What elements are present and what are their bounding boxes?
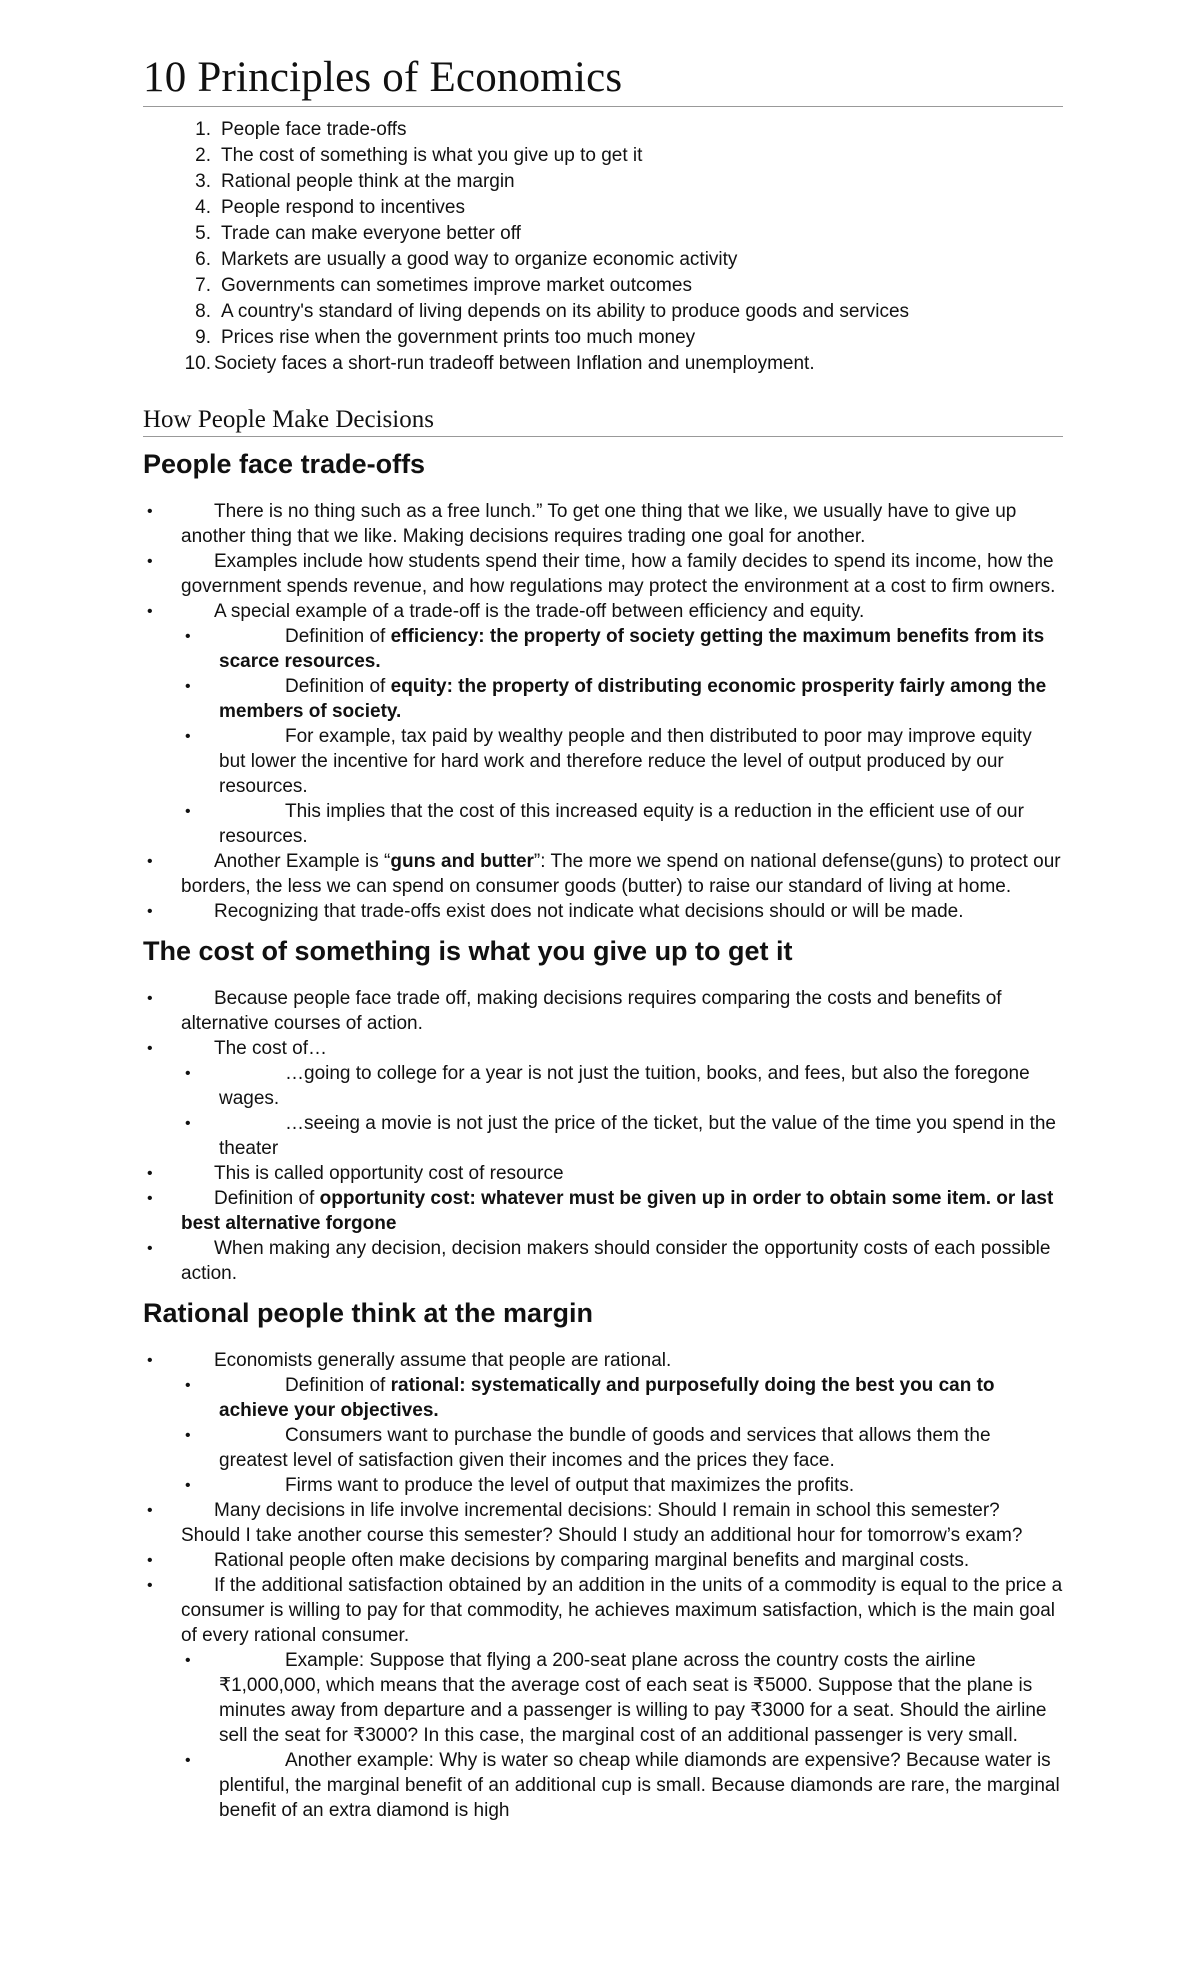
list-item: [143, 1498, 1063, 1548]
bullet-icon: •: [147, 603, 153, 620]
bullet-text: This is called opportunity cost of resource: [214, 1163, 564, 1184]
list-number: 6.: [195, 249, 211, 270]
section-heading-trade-offs: People face trade-offs: [143, 449, 426, 479]
bullet-icon: •: [147, 553, 153, 570]
list-number: 3.: [195, 171, 211, 192]
document-page: [143, 52, 1063, 1823]
list-item: [143, 117, 1063, 143]
section-heading-opportunity-cost: The cost of something is what you give up to get it: [143, 936, 793, 966]
bullet-text: The cost of…: [214, 1038, 327, 1059]
bullet-text: Because people face trade off, making decisions requires comparing the costs and benefits of alternative courses of action.: [181, 988, 1002, 1034]
definition-text: opportunity cost: whatever must be given up in order to obtain some item. or last best alternative forgone: [181, 1188, 1054, 1234]
bullet-text: …seeing a movie is not just the price of the ticket, but the value of the time you spend in the theater: [219, 1113, 1056, 1159]
bullet-icon: •: [147, 1352, 153, 1369]
list-item: [143, 1573, 1063, 1648]
list-number: 10.: [184, 353, 211, 374]
list-item: [143, 849, 1063, 899]
bullet-icon: •: [185, 1477, 191, 1494]
bullet-icon: •: [185, 803, 191, 820]
bullet-icon: •: [147, 1502, 153, 1519]
list-item: [143, 986, 1063, 1036]
list-text: Governments can sometimes improve market outcomes: [221, 275, 692, 296]
bullet-icon: •: [185, 1427, 191, 1444]
bullet-text: There is no thing such as a free lunch.” To get one thing that we like, we usually have to give up another thing that we like. Making decisions requires trading one goal for another.: [181, 501, 1017, 547]
bullet-text: Many decisions in life involve incremental decisions: Should I remain in school this semester? Should I take another course this semester? Should I study an additional hour for tomorrow’s exam?: [181, 1500, 1023, 1546]
bullet-list: [143, 499, 1063, 924]
list-item: [143, 624, 1063, 674]
list-item: [143, 1236, 1063, 1286]
list-text: The cost of something is what you give up to get it: [221, 145, 643, 166]
principles-list: [143, 117, 1063, 377]
bullet-icon: •: [185, 628, 191, 645]
list-number: 1.: [195, 119, 211, 140]
bullet-text: Definition of: [214, 1188, 320, 1209]
list-item: [143, 1373, 1063, 1423]
list-item: [143, 1111, 1063, 1161]
list-text: Trade can make everyone better off: [221, 223, 521, 244]
list-item: [143, 1061, 1063, 1111]
bullet-icon: •: [185, 1652, 191, 1669]
list-item: [143, 724, 1063, 799]
bullet-text: A special example of a trade-off is the trade-off between efficiency and equity.: [214, 601, 865, 622]
bullet-icon: •: [185, 728, 191, 745]
bullet-text: For example, tax paid by wealthy people and then distributed to poor may improve equity but lower the incentive for hard work and therefore reduce the level of output produced by our resources.: [219, 726, 1032, 797]
bullet-icon: •: [147, 1552, 153, 1569]
bullet-icon: •: [147, 1040, 153, 1057]
list-item: [143, 1423, 1063, 1473]
list-item: [143, 799, 1063, 849]
list-item: [143, 221, 1063, 247]
bullet-text: Example: Suppose that flying a 200-seat plane across the country costs the airline ₹1,000,000, which means that the average cost of each seat is ₹5000. Suppose that the plane is minutes away from departure and a passenger is willing to pay ₹3000 for a seat. Should the airline sell the seat for ₹3000? In this case, the marginal cost of an additional passenger is very small.: [219, 1650, 1047, 1746]
bullet-text: This implies that the cost of this increased equity is a reduction in the efficient use of our resources.: [219, 801, 1024, 847]
list-item: [143, 351, 1063, 377]
bullet-text: Rational people often make decisions by comparing marginal benefits and marginal costs.: [214, 1550, 970, 1571]
list-item: [143, 1473, 1063, 1498]
list-number: 9.: [195, 327, 211, 348]
list-item: [143, 1161, 1063, 1186]
list-item: [143, 143, 1063, 169]
list-item: [143, 169, 1063, 195]
list-item: [143, 1748, 1063, 1823]
bullet-icon: •: [147, 1577, 153, 1594]
bullet-icon: •: [147, 503, 153, 520]
list-text: Rational people think at the margin: [221, 171, 515, 192]
list-item: [143, 195, 1063, 221]
list-number: 7.: [195, 275, 211, 296]
bullet-icon: •: [185, 1377, 191, 1394]
definition-text: rational: systematically and purposefully doing the best you can to achieve your objectives.: [219, 1375, 995, 1421]
list-item: [143, 247, 1063, 273]
bullet-text: Definition of: [285, 676, 391, 697]
definition-text: efficiency: the property of society getting the maximum benefits from its scarce resources.: [219, 626, 1045, 672]
list-item: [143, 1186, 1063, 1236]
list-number: 4.: [195, 197, 211, 218]
list-text: Prices rise when the government prints too much money: [221, 327, 696, 348]
list-item: [143, 1548, 1063, 1573]
bullet-icon: •: [147, 853, 153, 870]
emphasis-text: guns and butter: [390, 851, 534, 872]
list-item: [143, 1348, 1063, 1373]
bullet-text: Definition of: [285, 1375, 391, 1396]
list-text: Society faces a short-run tradeoff between Inflation and unemployment.: [214, 353, 815, 374]
bullet-text: Consumers want to purchase the bundle of goods and services that allows them the greatest level of satisfaction given their incomes and the prices they face.: [219, 1425, 991, 1471]
bullet-icon: •: [185, 1065, 191, 1082]
bullet-text: Recognizing that trade-offs exist does not indicate what decisions should or will be made.: [214, 901, 964, 922]
bullet-icon: •: [147, 903, 153, 920]
list-item: [143, 1648, 1063, 1748]
definition-text: equity: the property of distributing economic prosperity fairly among the members of society.: [219, 676, 1047, 722]
list-text: People face trade-offs: [221, 119, 407, 140]
bullet-icon: •: [147, 1240, 153, 1257]
list-item: [143, 899, 1063, 924]
list-item: [143, 299, 1063, 325]
list-number: 8.: [195, 301, 211, 322]
bullet-icon: •: [185, 1752, 191, 1769]
bullet-text: ”: The more we spend on national defense(guns) to protect our borders, the less we can spend on consumer goods (butter) to raise our standard of living at home.: [181, 851, 1061, 897]
bullet-icon: •: [147, 1190, 153, 1207]
list-item: [143, 273, 1063, 299]
bullet-text: Another example: Why is water so cheap while diamonds are expensive? Because water is plentiful, the marginal benefit of an additional cup is small. Because diamonds are rare, the marginal benefit of an extra diamond is high: [219, 1750, 1060, 1821]
page-title: 10 Principles of Economics: [143, 52, 1063, 107]
bullet-text: When making any decision, decision makers should consider the opportunity costs of each possible action.: [181, 1238, 1051, 1284]
list-text: People respond to incentives: [221, 197, 465, 218]
list-item: [143, 499, 1063, 549]
list-text: A country's standard of living depends on its ability to produce goods and services: [221, 301, 910, 322]
bullet-list: [143, 986, 1063, 1286]
section-subheading: How People Make Decisions: [143, 405, 1063, 437]
list-item: [143, 674, 1063, 724]
bullet-icon: •: [185, 678, 191, 695]
bullet-list: [143, 1348, 1063, 1823]
bullet-text: Firms want to produce the level of output that maximizes the profits.: [285, 1475, 855, 1496]
list-text: Markets are usually a good way to organize economic activity: [221, 249, 738, 270]
bullet-icon: •: [147, 990, 153, 1007]
list-item: [143, 599, 1063, 624]
bullet-text: Examples include how students spend their time, how a family decides to spend its income, how the government spends revenue, and how regulations may protect the environment at a cost to firm owners.: [181, 551, 1056, 597]
section-heading-margin: Rational people think at the margin: [143, 1298, 594, 1328]
bullet-text: Another Example is “: [214, 851, 391, 872]
list-item: [143, 1036, 1063, 1061]
list-item: [143, 325, 1063, 351]
list-number: 5.: [195, 223, 211, 244]
list-item: [143, 549, 1063, 599]
bullet-text: Definition of: [285, 626, 391, 647]
bullet-text: …going to college for a year is not just the tuition, books, and fees, but also the foregone wages.: [219, 1063, 1030, 1109]
bullet-text: Economists generally assume that people are rational.: [214, 1350, 672, 1371]
bullet-icon: •: [147, 1165, 153, 1182]
bullet-text: If the additional satisfaction obtained by an addition in the units of a commodity is equal to the price a consumer is willing to pay for that commodity, he achieves maximum satisfaction, which is the main goal of every rational consumer.: [181, 1575, 1063, 1646]
list-number: 2.: [195, 145, 211, 166]
bullet-icon: •: [185, 1115, 191, 1132]
